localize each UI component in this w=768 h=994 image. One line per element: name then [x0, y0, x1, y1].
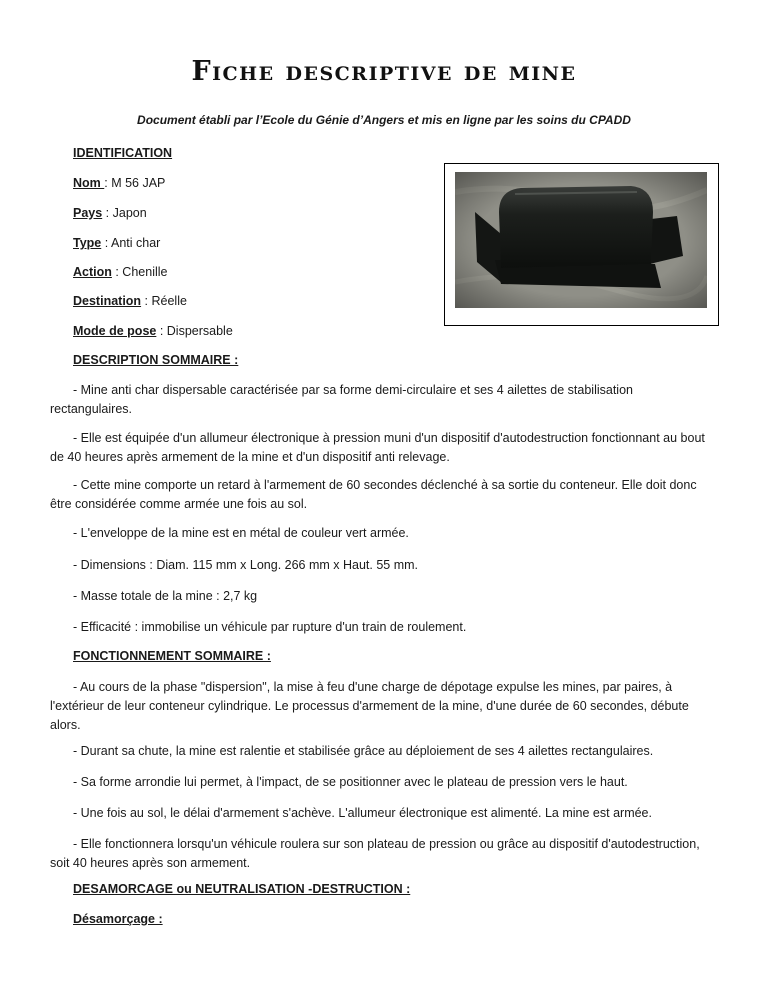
- field-action: [73, 265, 167, 279]
- description-paragraph: - Dimensions : Diam. 115 mm x Long. 266 mm x Haut. 55 mm.: [73, 558, 419, 572]
- field-value: : Réelle: [141, 294, 187, 308]
- field-value: : Dispersable: [156, 324, 233, 338]
- fonctionnement-paragraph: - Une fois au sol, le délai d'armement s'achève. L'allumeur électronique est alimenté. La mine est armée.: [73, 806, 652, 820]
- field-label: Type: [73, 236, 102, 250]
- identification-heading: IDENTIFICATION: [73, 146, 173, 160]
- field-value: : Anti char: [101, 236, 161, 250]
- field-label: Nom: [73, 176, 105, 190]
- description-paragraph: - L'enveloppe de la mine est en métal de couleur vert armée.: [73, 526, 409, 540]
- field-nom: [73, 176, 165, 190]
- description-paragraph: - Cette mine comporte un retard à l'armement de 60 secondes déclenché à sa sortie du conteneur. Elle doit donc être considérée comme armée une fois au sol.: [50, 478, 697, 511]
- mine-photo: [455, 172, 707, 308]
- description-paragraph: - Masse totale de la mine : 2,7 kg: [73, 589, 258, 603]
- field-pays: [73, 206, 147, 220]
- fonctionnement-paragraph: - Durant sa chute, la mine est ralentie et stabilisée grâce au déploiement de ses 4 ailettes rectangulaires.: [73, 744, 654, 758]
- desamorcage-subheading: Désamorçage :: [73, 912, 163, 926]
- description-paragraph: - Mine anti char dispersable caractérisée par sa forme demi-circulaire et ses 4 ailettes de stabilisation rectangulaires.: [50, 383, 633, 416]
- mine-illustration: [455, 172, 707, 308]
- desamorcage-heading: DESAMORCAGE ou NEUTRALISATION -DESTRUCTION :: [73, 882, 411, 896]
- document-subtitle: Document établi par l’Ecole du Génie d’Angers et mis en ligne par les soins du CPADD: [137, 113, 631, 127]
- field-value: : M 56 JAP: [104, 176, 166, 190]
- field-destination: [73, 294, 187, 308]
- field-value: : Chenille: [111, 265, 168, 279]
- field-label: Pays: [73, 206, 103, 220]
- field-label: Action: [73, 265, 112, 279]
- field-label: Mode de pose: [73, 324, 157, 338]
- field-label: Destination: [73, 294, 142, 308]
- field-mode-de-pose: [73, 324, 233, 338]
- page-title: Fiche descriptive de mine: [191, 56, 577, 87]
- description-heading: DESCRIPTION SOMMAIRE :: [73, 353, 239, 367]
- fonctionnement-paragraph: - Elle fonctionnera lorsqu'un véhicule roulera sur son plateau de pression ou grâce au dispositif d'autodestruction, soit 40 heures après son armement.: [50, 837, 700, 870]
- field-value: : Japon: [102, 206, 147, 220]
- mine-photo-frame: [444, 163, 719, 326]
- fonctionnement-paragraph: - Sa forme arrondie lui permet, à l'impact, de se positionner avec le plateau de pression vers le haut.: [73, 775, 628, 789]
- field-type: [73, 236, 160, 250]
- fonctionnement-paragraph: - Au cours de la phase "dispersion", la mise à feu d'une charge de dépotage expulse les mines, par paires, à l'extérieur de leur conteneur cylindrique. Le processus d'armement de la mine, d'une durée de 60 secondes, débute alors.: [50, 680, 689, 732]
- description-paragraph: - Efficacité : immobilise un véhicule par rupture d'un train de roulement.: [73, 620, 467, 634]
- description-paragraph: - Elle est équipée d'un allumeur électronique à pression muni d'un dispositif d'autodestruction fonctionnant au bout de 40 heures après armement de la mine et d'un dispositif anti relevage.: [50, 431, 705, 464]
- fonctionnement-heading: FONCTIONNEMENT SOMMAIRE :: [73, 649, 271, 663]
